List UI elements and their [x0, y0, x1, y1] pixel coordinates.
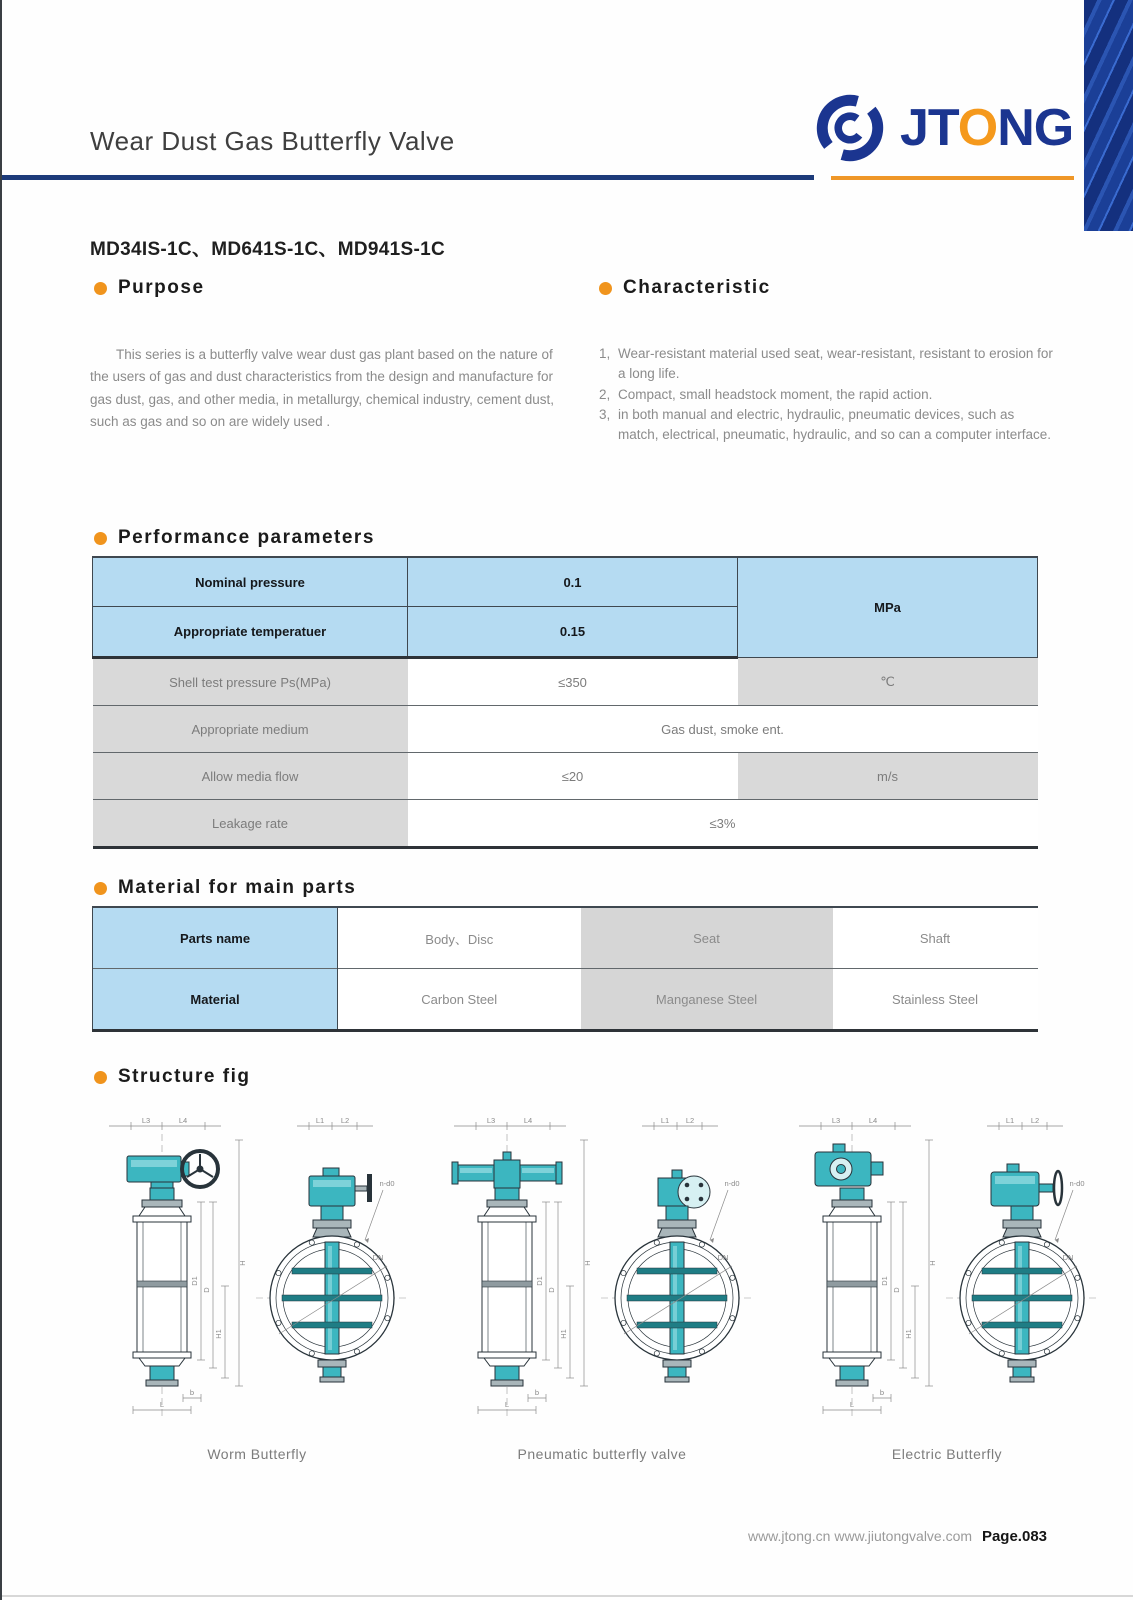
material-row-label: Material — [93, 969, 338, 1031]
svg-text:L2: L2 — [1030, 1116, 1040, 1125]
table-row — [93, 907, 1038, 969]
param-unit: MPa — [738, 557, 1038, 658]
valve-drawing-worm-views — [87, 1110, 427, 1430]
svg-text:DN: DN — [1062, 1253, 1074, 1262]
list-item-text: in both manual and electric, hydraulic, pneumatic devices, such as match, electrical, pneumatic, hydraulic, and so can a computer interface. — [618, 406, 1051, 442]
bullet-icon — [94, 532, 107, 545]
purpose-paragraph: This series is a butterfly valve wear dust gas plant based on the nature of the users of gas and dust characteristics from the design and manufacture for gas dust, gas, and other media, in metallurgy, chemical industry, cement dust, such as gas and so on are widely used . — [90, 347, 554, 429]
list-item — [599, 405, 1054, 446]
purpose-heading — [94, 277, 205, 299]
table-row — [93, 753, 1038, 800]
svg-text:H1: H1 — [214, 1329, 223, 1339]
table-row — [93, 658, 1038, 706]
param-label: Appropriate temperatuer — [93, 607, 408, 658]
company-logo — [808, 86, 1073, 170]
svg-text:L3: L3 — [486, 1116, 496, 1125]
svg-text:n-d0: n-d0 — [1069, 1179, 1085, 1188]
model-numbers: MD34IS-1C、MD641S-1C、MD941S-1C — [90, 239, 446, 260]
svg-text:D1: D1 — [190, 1276, 199, 1286]
svg-text:L3: L3 — [141, 1116, 151, 1125]
list-item — [599, 344, 1054, 385]
material-cell: Body、Disc — [338, 907, 581, 969]
svg-text:b: b — [534, 1388, 540, 1397]
bullet-icon — [599, 282, 612, 295]
table-row — [93, 800, 1038, 848]
param-value: ≤350 — [408, 658, 738, 706]
param-value: ≤20 — [408, 753, 738, 800]
logo-letters-jt: JT — [900, 99, 958, 157]
logo-wordmark — [900, 99, 1074, 157]
table-row — [93, 706, 1038, 753]
valve-drawing-worm — [87, 1110, 427, 1430]
svg-text:L1: L1 — [1005, 1116, 1015, 1125]
bullet-icon — [94, 282, 107, 295]
svg-text:D: D — [202, 1287, 211, 1293]
svg-text:L4: L4 — [178, 1116, 188, 1125]
table-row — [93, 557, 1038, 607]
svg-text:DN: DN — [717, 1253, 729, 1262]
logo-letter-o: O — [957, 99, 998, 157]
param-value: ≤3% — [408, 800, 1038, 848]
list-item-text: Wear-resistant material used seat, wear-resistant, resistant to erosion for a long life. — [618, 346, 1053, 382]
material-row-label: Parts name — [93, 907, 338, 969]
param-label: Appropriate medium — [93, 706, 408, 753]
logo-swirl-icon — [808, 86, 892, 170]
param-unit: m/s — [738, 753, 1038, 800]
figure-caption: Worm Butterfly — [207, 1446, 307, 1462]
structure-heading — [94, 1066, 250, 1088]
svg-text:n-d0: n-d0 — [379, 1179, 395, 1188]
figure-caption: Electric Butterfly — [891, 1446, 1003, 1462]
svg-text:L4: L4 — [868, 1116, 878, 1125]
structure-heading-label: Structure fig — [118, 1066, 251, 1087]
valve-figure-pneumatic — [432, 1110, 772, 1462]
param-label: Allow media flow — [93, 753, 408, 800]
valve-figure-electric — [777, 1110, 1117, 1462]
svg-text:L3: L3 — [831, 1116, 841, 1125]
corner-decorative-band — [1084, 0, 1133, 231]
svg-text:L2: L2 — [340, 1116, 350, 1125]
svg-text:L1: L1 — [660, 1116, 670, 1125]
footer-url-2: www.jiutongvalve.com — [834, 1528, 973, 1544]
param-value: 0.1 — [408, 557, 738, 607]
performance-heading-label: Performance parameters — [118, 527, 375, 548]
logo-letters-ng: NG — [997, 99, 1074, 157]
svg-text:b: b — [879, 1388, 885, 1397]
svg-text:DN: DN — [372, 1253, 384, 1262]
valve-figure-worm — [87, 1110, 427, 1462]
page-title: Wear Dust Gas Butterfly Valve — [90, 126, 455, 156]
param-unit: ℃ — [738, 658, 1038, 706]
figure-caption: Pneumatic butterfly valve — [517, 1446, 687, 1462]
svg-text:D: D — [892, 1287, 901, 1293]
svg-text:D1: D1 — [535, 1276, 544, 1286]
svg-text:D1: D1 — [880, 1276, 889, 1286]
performance-heading — [94, 527, 375, 549]
header-orange-rule — [831, 176, 1074, 180]
footer-url-1: www.jtong.cn — [747, 1528, 831, 1544]
param-label: Nominal pressure — [93, 557, 408, 607]
performance-table — [92, 556, 1038, 849]
valve-drawing-electric-views — [777, 1110, 1117, 1430]
material-cell: Carbon Steel — [338, 969, 581, 1031]
param-value: 0.15 — [408, 607, 738, 658]
valve-drawing-electric — [777, 1110, 1117, 1430]
characteristic-heading-label: Characteristic — [623, 277, 771, 298]
page-footer — [2, 1528, 1047, 1545]
svg-text:H: H — [238, 1260, 247, 1266]
svg-text:L1: L1 — [315, 1116, 325, 1125]
list-item-text: Compact, small headstock moment, the rapid action. — [618, 386, 933, 402]
param-label: Shell test pressure Ps(MPa) — [93, 658, 408, 706]
material-cell: Manganese Steel — [581, 969, 833, 1031]
svg-text:H: H — [583, 1260, 592, 1266]
param-value: Gas dust, smoke ent. — [408, 706, 1038, 753]
characteristic-heading — [599, 277, 771, 299]
valve-drawing-pneumatic — [432, 1110, 772, 1430]
material-cell: Shaft — [833, 907, 1038, 969]
bullet-icon — [94, 1071, 107, 1084]
materials-heading — [94, 877, 356, 899]
page-bottom-edge — [2, 1595, 1133, 1597]
list-item-number: 3, — [599, 406, 611, 422]
svg-text:L: L — [849, 1400, 855, 1409]
svg-text:b: b — [189, 1388, 195, 1397]
svg-text:H1: H1 — [904, 1329, 913, 1339]
svg-text:L2: L2 — [685, 1116, 695, 1125]
purpose-heading-label: Purpose — [118, 277, 205, 298]
characteristic-list — [599, 344, 1054, 445]
header-navy-rule — [2, 175, 814, 180]
materials-heading-label: Material for main parts — [118, 877, 357, 898]
svg-text:H: H — [928, 1260, 937, 1266]
list-item — [599, 385, 1054, 405]
table-row — [93, 969, 1038, 1031]
valve-drawing-pneumatic-views — [432, 1110, 772, 1430]
page-number: Page.083 — [981, 1528, 1047, 1545]
svg-text:H1: H1 — [559, 1329, 568, 1339]
material-cell: Seat — [581, 907, 833, 969]
svg-text:D: D — [547, 1287, 556, 1293]
bullet-icon — [94, 882, 107, 895]
svg-text:L4: L4 — [523, 1116, 533, 1125]
svg-text:L: L — [504, 1400, 510, 1409]
list-item-number: 1, — [599, 346, 611, 361]
svg-text:L: L — [159, 1400, 165, 1409]
material-cell: Stainless Steel — [833, 969, 1038, 1031]
materials-table — [92, 906, 1038, 1032]
list-item-number: 2, — [599, 386, 611, 402]
svg-text:n-d0: n-d0 — [724, 1179, 740, 1188]
param-label: Leakage rate — [93, 800, 408, 848]
